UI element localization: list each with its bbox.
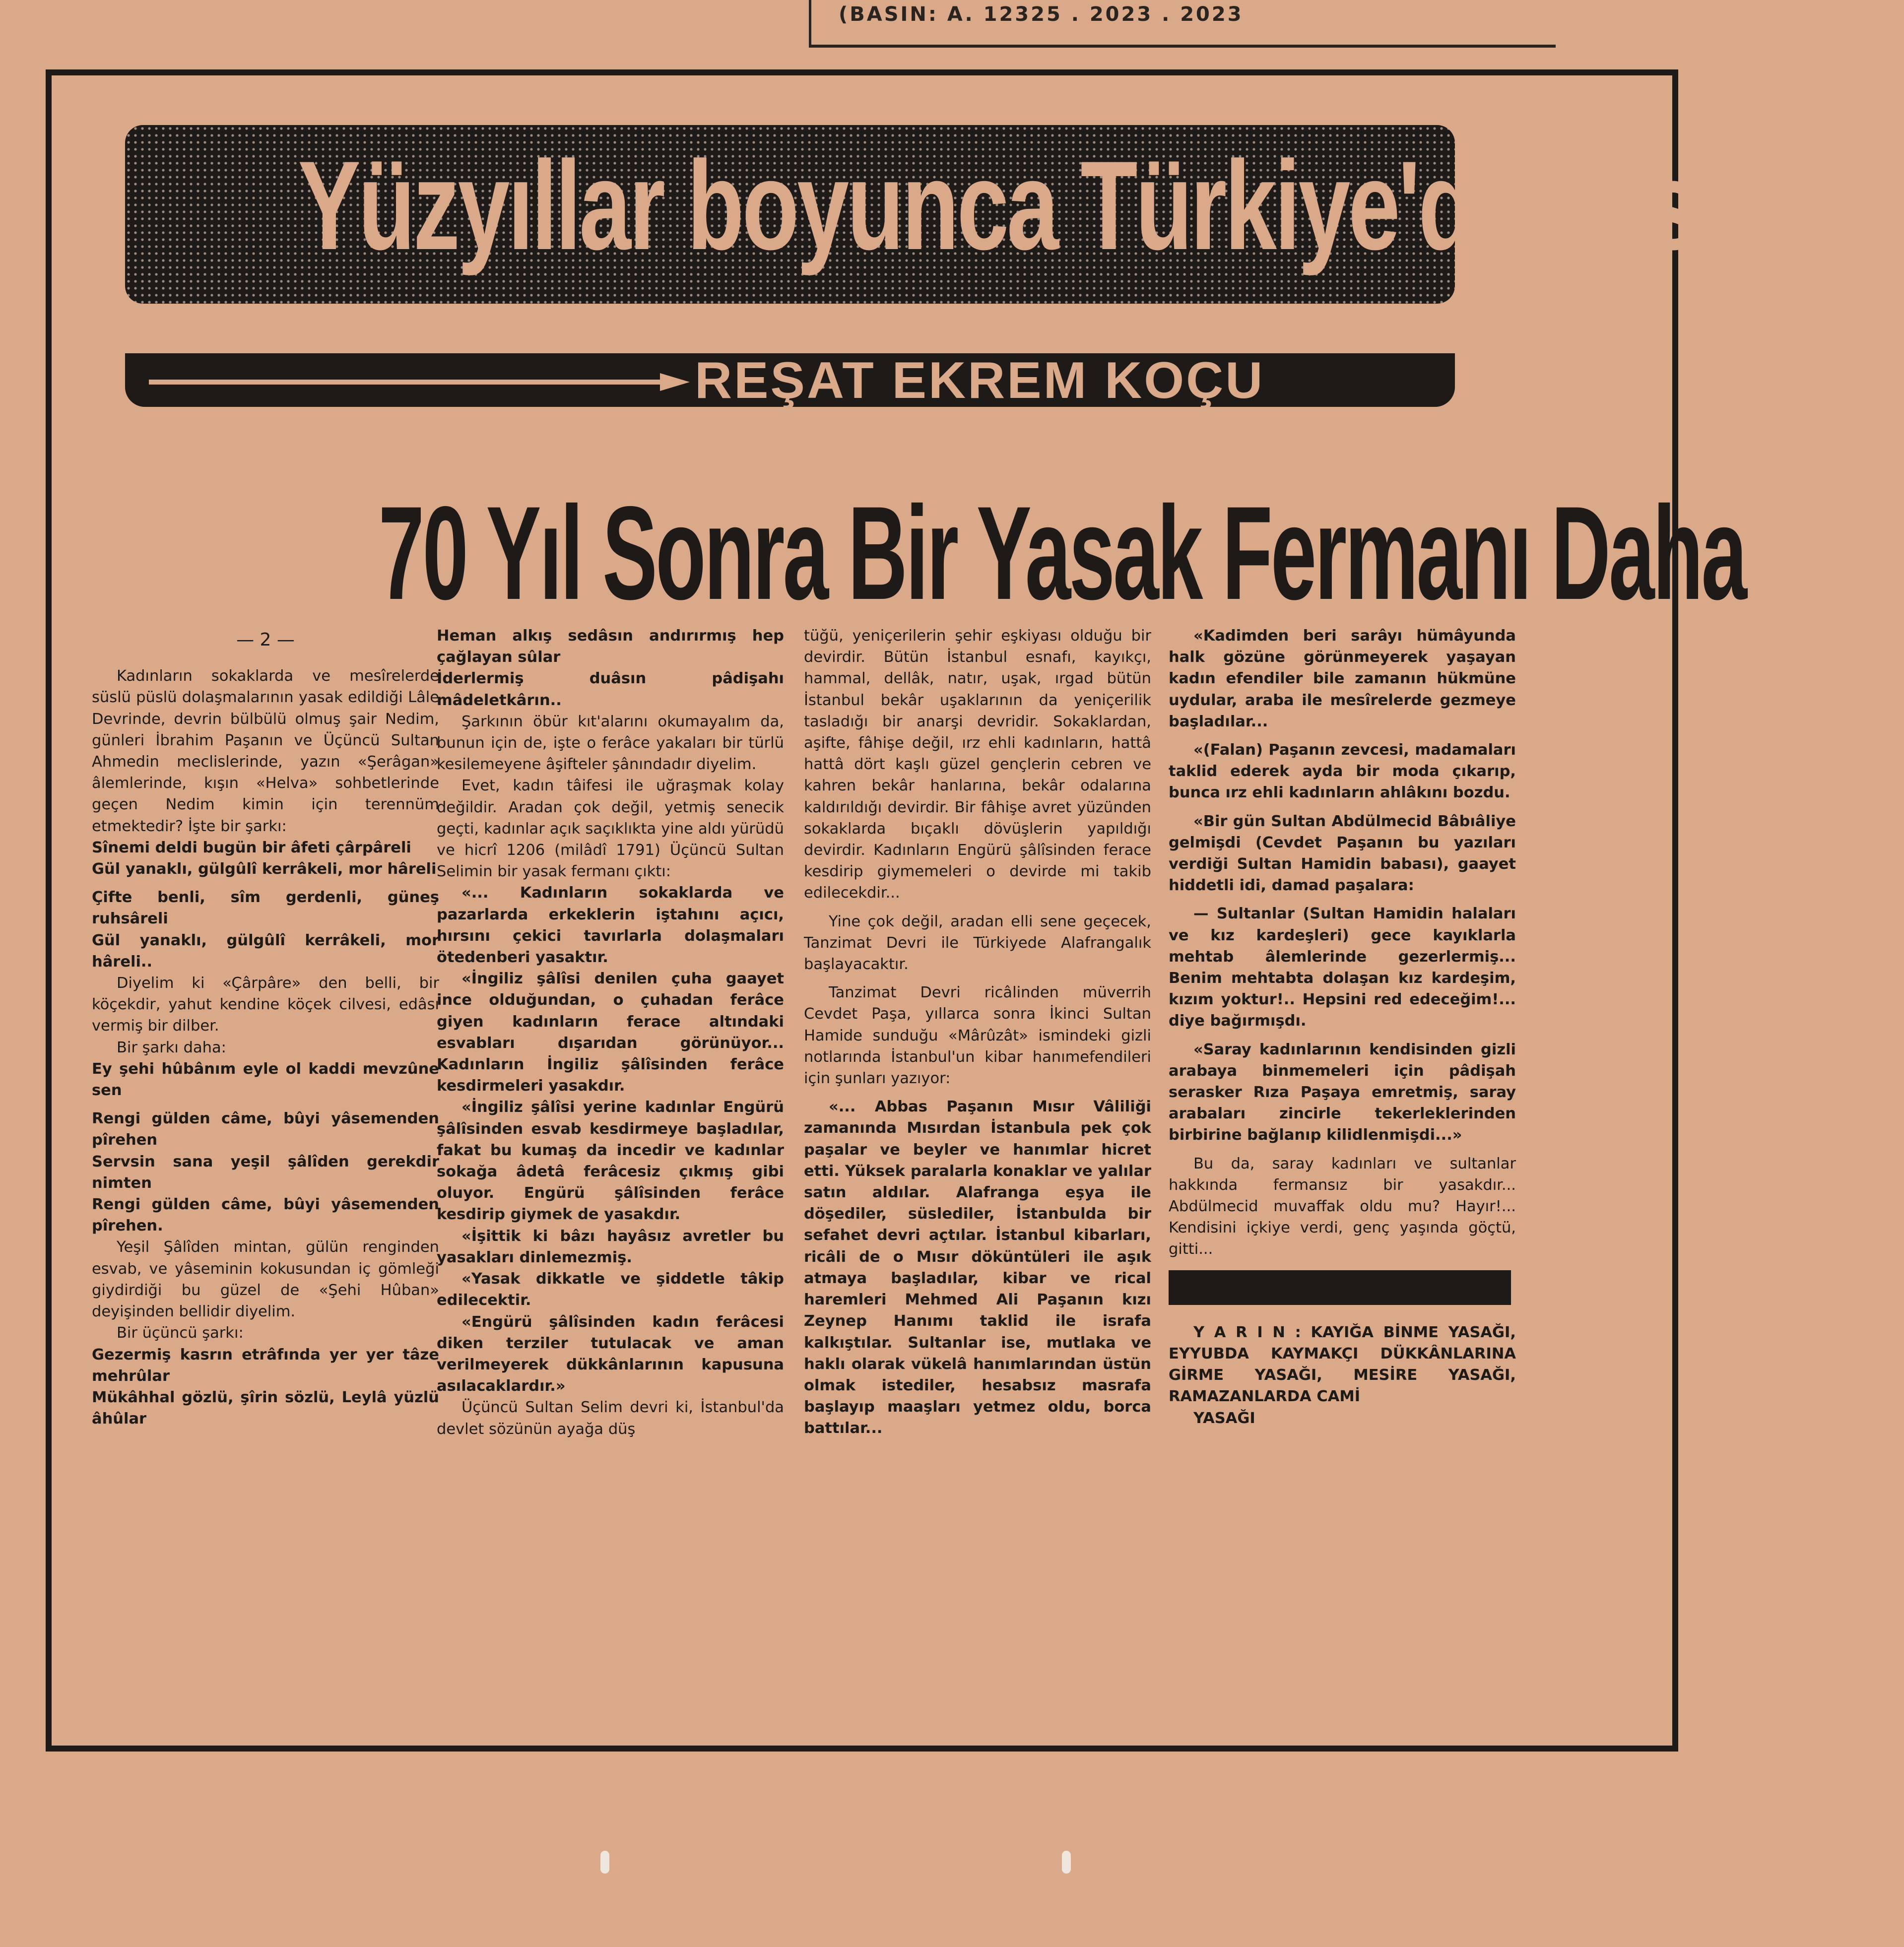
series-title: Yüzyıllar boyunca Türkiye'de yasaklar: [298, 135, 1904, 276]
arrow-head-icon: [660, 373, 690, 391]
punch-hole: [1062, 1851, 1071, 1874]
song-line: Ey şehi hûbânım eyle ol kaddi mevzûne sen: [92, 1060, 439, 1100]
quote-paragraph: «İngiliz şâlîsi denilen çuha gaayet ince olduğundan, o çuhadan ferâce giyen kadınların ferace altındaki esvabları dışarıdan görünüyor... Kadınların İngiliz şâlîsinden ferâce kesdirmeleri yasakdır.: [437, 970, 784, 1095]
quote-paragraph: «Kadimden beri sarâyı hümâyunda halk gözüne görünmeyerek yaşayan kadın efendiler bile zamanın hükmüne uydular, araba ile mesîrelerde gezmeye başladılar...: [1169, 627, 1516, 730]
quote-paragraph: «... Abbas Paşanın Mısır Vâliliği zamanında Mısırdan İstanbula pek çok paşalar ve beyler ve hanımlar hicret etti. Yüksek paralarla konaklar ve yalılar satın aldılar. Alafranga eşya ile döşediler, süslediler, İstanbulda bir sefahet devri açtılar. İstanbul kibarları, ricâli de o Mısır döküntüleri ile aşık atmaya başladılar, kibar ve rical haremleri Mehmed Ali Paşanın kızı Zeynep Hanımı taklid ile israfa kalkıştılar. Sultanlar ise, mutlaka ve haklı olarak vükelâ hanımlarından üstün olmak istediler, hesabsız masrafa başlayıp maaşları yetmez oldu, borca battılar...: [804, 1098, 1151, 1437]
paragraph: Yeşil Şâlîden mintan, gülün renginden esvab, ve yâseminin kokusundan iç gömleği giydirdiği bu güzel de «Şehi Hûban» deyişinden bellidir diyelim.: [92, 1238, 439, 1321]
paragraph: Şarkının öbür kıt'alarını okumayalım da, bunun için de, işte o ferâce yakaları bir türlü kesilemeyene âşifteler şânındadır diyelim.: [437, 713, 784, 774]
arrow-icon: [149, 380, 675, 385]
column-2: [437, 625, 784, 1440]
column-4: [1169, 625, 1516, 1429]
song-line: Rengi gülden câme, bûyi yâsemenden pîrehen.: [92, 1196, 439, 1235]
song-line: Servsin sana yeşil şâlîden gerekdir nimten: [92, 1153, 439, 1192]
quote-paragraph: «İngiliz şâlîsi yerine kadınlar Engürü şâlîsinden esvab kesdirmeye başladılar, fakat bu kumaş da incedir ve kadınlar sokağa âdetâ ferâcesiz çıkmış gibi oluyor. Engürü şâlîsinden ferâce kesdirip giymek de yasakdır.: [437, 1099, 784, 1224]
headline: 70 Yıl Sonra Bir Yasak Fermanı Daha: [378, 478, 1746, 627]
song-line: Gül yanaklı, gülgûlî kerrâkeli, mor hâreli: [92, 860, 437, 878]
quote-paragraph: — Sultanlar (Sultan Hamidin halaları ve kız kardeşleri) gece kayıklarla mehtab âlemlerinde gezerlermiş... Benim mehtabta dolaşan kız kardeşim, kızım yoktur!.. Hepsini red edeceğim!... diye bağırmışdı.: [1169, 905, 1516, 1030]
paragraph: Kadınların sokaklarda ve mesîrelerde süslü püslü dolaşmalarının yasak edildiği Lâle Devrinde, devrin bülbülü olmuş şair Nedim, günleri İbrahim Paşanın ve Üçüncü Sultan Ahmedin meclislerinde, yazın «Şerâgan» âlemlerinde, kışın «Helva» sohbetlerinde geçen Nedim kimin için terennüm etmektedir? İşte bir şarkı:: [92, 667, 439, 835]
top-edge-text: (BASIN: A. 12325 . 2023 . 2023: [839, 3, 1244, 26]
author-name: REŞAT EKREM KOÇU: [695, 352, 1265, 409]
next-issue-notice: Y A R I N : KAYIĞA BİNME YASAĞI, EYYUBDA KAYMAKÇI DÜKKÂNLARINA GİRME YASAĞI, MESİRE YASAĞI, RAMAZANLARDA CAMİ: [1169, 1323, 1516, 1406]
quote-paragraph: «Yasak dikkatle ve şiddetle tâkip edilecektir.: [437, 1270, 784, 1309]
song-line: Çifte benli, sîm gerdenli, güneş ruhsâreli: [92, 889, 439, 928]
song-line: Sînemi deldi bugün bir âfeti çârpâreli: [92, 839, 411, 856]
divider-bar: [1169, 1270, 1511, 1305]
song-line: Gül yanaklı, gülgûlî kerrâkeli, mor hâreli..: [92, 931, 439, 971]
punch-hole: [600, 1851, 609, 1874]
paragraph: Bu da, saray kadınları ve sultanlar hakkında fermansız bir yasakdır... Abdülmecid muvaffak oldu mu? Hayır!... Kendisini içkiye verdi, genç yaşında göçtü, gitti...: [1169, 1155, 1516, 1258]
column-1: [92, 625, 439, 1429]
quote-paragraph: «... Kadınların sokaklarda ve pazarlarda erkeklerin iştahını açıcı, hırsını çekici tavırlarla dolaşmaları ötedenberi yasaktır.: [437, 884, 784, 967]
quote-paragraph: «Saray kadınlarının kendisinden gizli arabaya binmemeleri için pâdişah serasker Rıza Paşaya emretmiş, saray arabaları zincirle tekerleklerinden birbirine bağlanıp kilidlenmişdi...»: [1169, 1040, 1516, 1144]
paragraph: Evet, kadın tâifesi ile uğraşmak kolay değildir. Aradan çok değil, yetmiş senecik geçti, kadınlar açık saçıklıkta yine aldı yürüdü ve hicrî 1206 (milâdî 1791) Üçüncü Sultan Selimin bir yasak fermanı çıktı:: [437, 777, 784, 881]
column-3: [804, 625, 1151, 1439]
quote-paragraph: «(Falan) Paşanın zevcesi, madamaları taklid ederek ayda bir moda çıkarıp, bunca ırz ehli kadınların ahlâkını bozdu.: [1169, 741, 1516, 802]
quote-paragraph: «İşittik ki bâzı hayâsız avretler bu yasakları dinlemezmiş.: [437, 1227, 784, 1266]
paragraph: Bir şarkı daha:: [117, 1038, 226, 1056]
song-line: Gezermiş kasrın etrâfında yer yer tâze mehrûlar: [92, 1346, 439, 1385]
paragraph: Bir üçüncü şarkı:: [117, 1324, 244, 1342]
paragraph: Üçüncü Sultan Selim devri ki, İstanbul'da devlet sözünün ayağa düş: [437, 1399, 784, 1438]
paragraph: Yine çok değil, aradan elli sene geçecek, Tanzimat Devri ile Türkiyede Alafrangalık başlayacaktır.: [804, 912, 1151, 974]
quote-paragraph: «Engürü şâlîsinden kadın ferâcesi diken terziler tutulacak ve aman verilmeyerek dükkânlarının kapusuna asılacaklardır.»: [437, 1313, 784, 1395]
song-line: İderlermiş duâsın pâdişahı mâdeletkârın..: [437, 670, 784, 709]
part-number: — 2 —: [236, 630, 295, 650]
paragraph: tüğü, yeniçerilerin şehir eşkiyası olduğu bir devirdir. Bütün İstanbul esnafı, kayıkçı, hammal, dellâk, natır, uşak, ırgad bütün İstanbul bekâr uşaklarının da yeniçerilik tasladığı bir anarşi devridir. Sokaklardan, aşifte, fâhişe değil, ırz ehli kadınların, hattâ hattâ dört kaşlı güzel gençlerin cebren ve kahren bekâr hanlarına, bekâr odalarına kaldırıldığı devirdir. Bir fâhişe avret yüzünden sokaklarda bıçaklı dövüşlerin yapıldığı devirdir. Kadınların Engürü şâlîsinden ferace kesdirip giymemeleri o devirde mi takib edilecekdir...: [804, 627, 1151, 902]
song-line: Rengi gülden câme, bûyi yâsemenden pîrehen: [92, 1110, 439, 1149]
next-issue-notice-end: YASAĞI: [1193, 1409, 1255, 1427]
song-line: Heman alkış sedâsın andırırmış hep çağlayan sûlar: [437, 627, 784, 666]
quote-paragraph: «Bir gün Sultan Abdülmecid Bâbıâliye gelmişdi (Cevdet Paşanın bu yazıları verdiği Sultan Hamidin babası), gaayet hiddetli idi, damad paşalara:: [1169, 812, 1516, 895]
song-line: Mükâhhal gözlü, şîrin sözlü, Leylâ yüzlü âhûlar: [92, 1388, 439, 1428]
paragraph: Tanzimat Devri ricâlinden müverrih Cevdet Paşa, yıllarca sonra İkinci Sultan Hamide sunduğu «Mârûzât» ismindeki gizli notlarında İstanbul'un kibar hanımefendileri için şunları yazıyor:: [804, 984, 1151, 1088]
paragraph: Diyelim ki «Çârpâre» den belli, bir köçekdir, yahut kendine köçek cilvesi, edâsı vermiş bir dilber.: [92, 974, 439, 1035]
